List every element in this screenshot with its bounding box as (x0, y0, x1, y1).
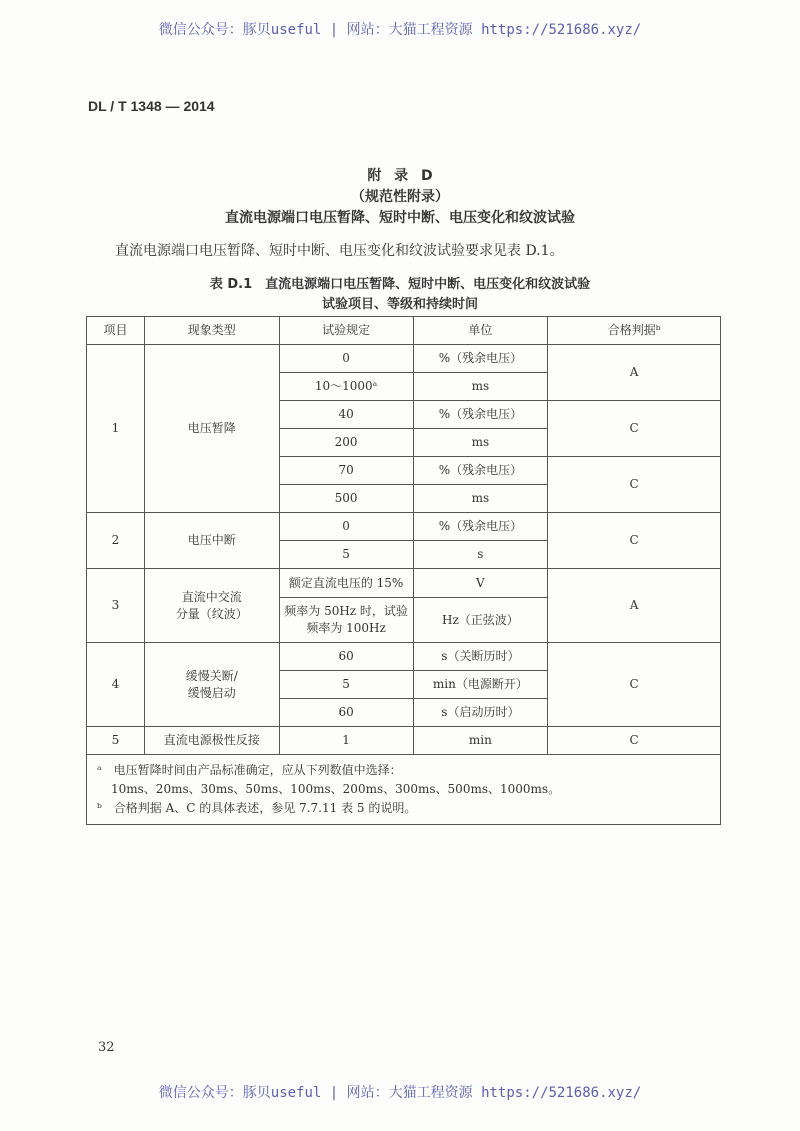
test-spec: 500 (279, 485, 413, 513)
unit: V (413, 569, 548, 598)
intro-text: 直流电源端口电压暂降、短时中断、电压变化和纹波试验要求见表 D.1。 (115, 243, 564, 259)
item-number: 5 (87, 727, 145, 755)
table-row (87, 643, 721, 671)
col-header: 试验规定 (279, 317, 413, 345)
phenomenon-type: 电压暂降 (144, 345, 279, 513)
col-header: 合格判据ᵇ (548, 317, 721, 345)
table-row (87, 513, 721, 541)
item-number: 1 (87, 345, 145, 513)
phenomenon-type: 缓慢关断/ 缓慢启动 (144, 643, 279, 727)
test-spec: 额定直流电压的 15% (279, 569, 413, 598)
criterion: C (548, 457, 721, 513)
unit: ms (413, 429, 548, 457)
phenomenon-type: 直流电源极性反接 (144, 727, 279, 755)
col-header: 单位 (413, 317, 548, 345)
unit: s（关断历时） (413, 643, 548, 671)
test-spec: 40 (279, 401, 413, 429)
item-number: 2 (87, 513, 145, 569)
appendix-type: （规范性附录） (351, 189, 449, 205)
test-table (86, 316, 721, 825)
test-spec: 60 (279, 699, 413, 727)
test-spec: 5 (279, 541, 413, 569)
test-spec: 0 (279, 513, 413, 541)
phenomenon-type: 电压中断 (144, 513, 279, 569)
unit: %（残余电压） (413, 513, 548, 541)
footnote: 10ms、20ms、30ms、50ms、100ms、200ms、300ms、500ms、1000ms。 (111, 782, 561, 796)
item-number: 3 (87, 569, 145, 643)
col-header: 项目 (87, 317, 145, 345)
test-spec: 频率为 50Hz 时，试验 频率为 100Hz (279, 598, 413, 643)
appendix-subtitle: 直流电源端口电压暂降、短时中断、电压变化和纹波试验 (225, 210, 575, 226)
table-row (87, 727, 721, 755)
table-footnotes (87, 755, 721, 825)
table-subtitle: 试验项目、等级和持续时间 (321, 297, 478, 312)
test-spec: 5 (279, 671, 413, 699)
unit: Hz（正弦波） (413, 598, 548, 643)
watermark-bottom: 微信公众号：豚贝useful | 网站：大猫工程资源 https://521686.xyz/ (158, 1085, 642, 1101)
unit: min（电源断开） (413, 671, 548, 699)
test-spec: 70 (279, 457, 413, 485)
unit: %（残余电压） (413, 457, 548, 485)
footnote: ᵃ 电压暂降时间由产品标准确定，应从下列数值中选择： (97, 763, 402, 777)
test-spec: 200 (279, 429, 413, 457)
unit: ms (413, 373, 548, 401)
unit: ms (413, 485, 548, 513)
footnote: ᵇ 合格判据 A、C 的具体表述，参见 7.7.11 表 5 的说明。 (97, 801, 417, 815)
watermark-top: 微信公众号：豚贝useful | 网站：大猫工程资源 https://521686.xyz/ (158, 22, 642, 38)
table-row (87, 345, 721, 373)
appendix-title: 附 录 D (367, 168, 433, 184)
unit: s (413, 541, 548, 569)
item-number: 4 (87, 643, 145, 727)
test-spec: 1 (279, 727, 413, 755)
table-header-row (87, 317, 721, 345)
table-title: 表 D.1 直流电源端口电压暂降、短时中断、电压变化和纹波试验 (209, 277, 591, 292)
col-header: 现象类型 (144, 317, 279, 345)
test-spec: 0 (279, 345, 413, 373)
test-spec: 10～1000ᵃ (279, 373, 413, 401)
criterion: C (548, 513, 721, 569)
unit: s（启动历时） (413, 699, 548, 727)
phenomenon-type: 直流中交流 分量（纹波） (144, 569, 279, 643)
page-number: 32 (98, 1040, 115, 1055)
criterion: C (548, 643, 721, 727)
unit: %（残余电压） (413, 345, 548, 373)
unit: %（残余电压） (413, 401, 548, 429)
standard-number: DL / T 1348 — 2014 (88, 98, 215, 114)
criterion: C (548, 727, 721, 755)
table-row (87, 569, 721, 598)
criterion: C (548, 401, 721, 457)
criterion: A (548, 569, 721, 643)
test-spec: 60 (279, 643, 413, 671)
criterion: A (548, 345, 721, 401)
unit: min (413, 727, 548, 755)
